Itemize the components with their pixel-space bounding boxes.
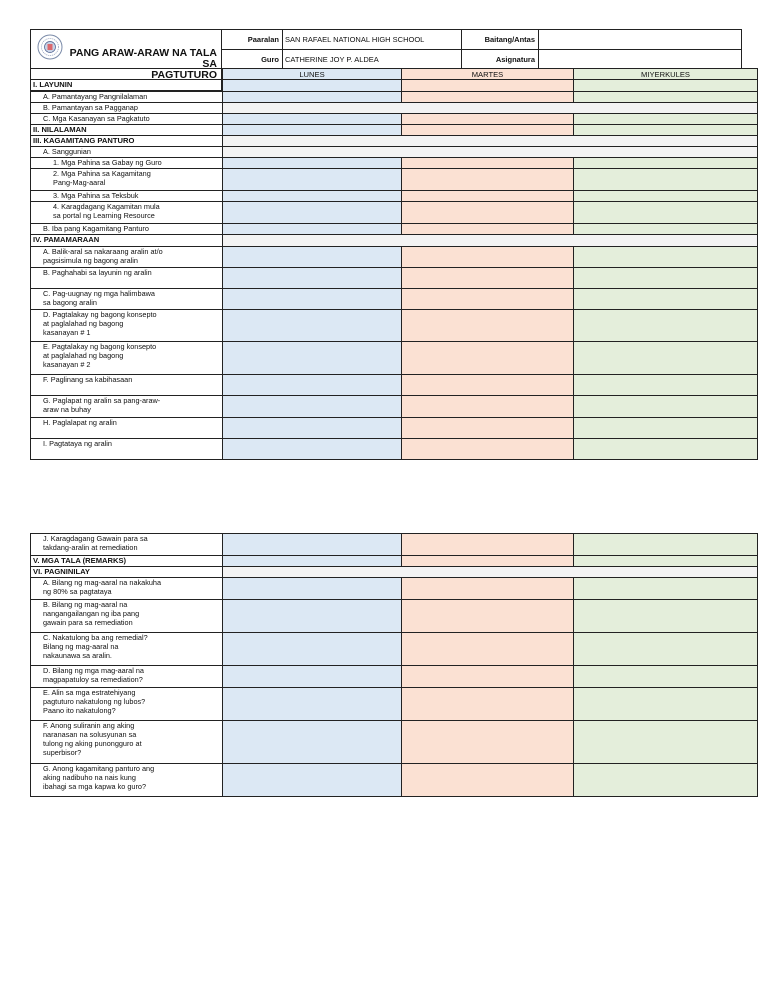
row-label: B. Bilang ng mag-aaral na nangangailangan ng iba pang gawain para sa remediation: [31, 600, 223, 633]
entry-cell-miyerkules[interactable]: [574, 224, 758, 235]
table-row: [31, 567, 758, 578]
row-label: D. Bilang ng mga mag-aaral na magpapatuloy sa remediation?: [31, 666, 223, 688]
entry-cell-miyerkules[interactable]: [574, 80, 758, 92]
entry-cell-miyerkules[interactable]: [574, 721, 758, 764]
entry-cell-martes[interactable]: [402, 224, 574, 235]
deped-seal-icon: [37, 34, 63, 60]
day-header-lunes: LUNES: [223, 69, 402, 80]
entry-cell-lunes[interactable]: [223, 169, 402, 191]
entry-cell-martes[interactable]: [402, 556, 574, 567]
entry-cell-lunes[interactable]: [223, 224, 402, 235]
entry-cell-miyerkules[interactable]: [574, 764, 758, 797]
column-header-blank: [31, 69, 223, 80]
merged-entry-cell[interactable]: [223, 567, 758, 578]
baitang-label: Baitang/Antas: [462, 30, 539, 50]
entry-cell-lunes[interactable]: [223, 114, 402, 125]
entry-cell-martes[interactable]: [402, 600, 574, 633]
entry-cell-martes[interactable]: [402, 169, 574, 191]
table-row: [31, 310, 758, 342]
table-row: [31, 202, 758, 224]
entry-cell-miyerkules[interactable]: [574, 342, 758, 375]
table-row: [31, 534, 758, 556]
entry-cell-lunes[interactable]: [223, 439, 402, 460]
entry-cell-lunes[interactable]: [223, 578, 402, 600]
table-row: [31, 688, 758, 721]
row-label: C. Mga Kasanayan sa Pagkatuto: [31, 114, 223, 125]
entry-cell-lunes[interactable]: [223, 202, 402, 224]
table-row: [31, 375, 758, 396]
table-row: [31, 439, 758, 460]
row-label: II. NILALAMAN: [31, 125, 223, 136]
entry-cell-martes[interactable]: [402, 247, 574, 268]
entry-cell-lunes[interactable]: [223, 158, 402, 169]
entry-cell-lunes[interactable]: [223, 556, 402, 567]
entry-cell-lunes[interactable]: [223, 80, 402, 92]
row-label: E. Pagtalakay ng bagong konsepto at paglalahad ng bagong kasanayan # 2: [31, 342, 223, 375]
table-row: [31, 247, 758, 268]
entry-cell-miyerkules[interactable]: [574, 202, 758, 224]
table-row: [31, 721, 758, 764]
merged-entry-cell[interactable]: [223, 147, 758, 158]
table-row: [31, 764, 758, 797]
row-label: A. Balik-aral sa nakaraang aralin at/o pagsisimula ng bagong aralin: [31, 247, 223, 268]
entry-cell-lunes[interactable]: [223, 600, 402, 633]
entry-cell-miyerkules[interactable]: [574, 418, 758, 439]
lesson-plan-table: [30, 68, 758, 460]
entry-cell-miyerkules[interactable]: [574, 688, 758, 721]
guro-field[interactable]: CATHERINE JOY P. ALDEA: [283, 50, 462, 69]
table-row: [31, 147, 758, 158]
table-row: [31, 103, 758, 114]
day-header-martes: MARTES: [402, 69, 574, 80]
entry-cell-lunes[interactable]: [223, 666, 402, 688]
row-label: B. Paghahabi sa layunin ng aralin: [31, 268, 223, 289]
entry-cell-martes[interactable]: [402, 125, 574, 136]
reflection-table: [30, 533, 758, 797]
entry-cell-miyerkules[interactable]: [574, 375, 758, 396]
table-row: [31, 169, 758, 191]
entry-cell-lunes[interactable]: [223, 247, 402, 268]
entry-cell-lunes[interactable]: [223, 125, 402, 136]
page-title: PANG ARAW-ARAW NA TALA SA PAGTUTURO: [69, 47, 217, 81]
entry-cell-lunes[interactable]: [223, 375, 402, 396]
entry-cell-miyerkules[interactable]: [574, 289, 758, 310]
entry-cell-lunes[interactable]: [223, 342, 402, 375]
merged-entry-cell[interactable]: [223, 235, 758, 247]
entry-cell-lunes[interactable]: [223, 268, 402, 289]
row-label: C. Nakatulong ba ang remedial? Bilang ng mag-aaral na nakaunawa sa aralin.: [31, 633, 223, 666]
entry-cell-miyerkules[interactable]: [574, 92, 758, 103]
column-header-row: [31, 69, 758, 80]
table-row: [31, 80, 758, 92]
entry-cell-martes[interactable]: [402, 375, 574, 396]
row-label: VI. PAGNINILAY: [31, 567, 223, 578]
entry-cell-martes[interactable]: [402, 289, 574, 310]
entry-cell-miyerkules[interactable]: [574, 600, 758, 633]
row-label: E. Alin sa mga estratehiyang pagtuturo nakatulong ng lubos? Paano ito nakatulong?: [31, 688, 223, 721]
table-row: [31, 224, 758, 235]
entry-cell-lunes[interactable]: [223, 191, 402, 202]
entry-cell-miyerkules[interactable]: [574, 247, 758, 268]
baitang-field[interactable]: [539, 30, 742, 50]
entry-cell-martes[interactable]: [402, 721, 574, 764]
entry-cell-martes[interactable]: [402, 191, 574, 202]
row-label: B. Pamantayan sa Pagganap: [31, 103, 223, 114]
table-row: [31, 235, 758, 247]
table-row: [31, 114, 758, 125]
row-label: 1. Mga Pahina sa Gabay ng Guro: [31, 158, 223, 169]
paaralan-field[interactable]: SAN RAFAEL NATIONAL HIGH SCHOOL: [283, 30, 462, 50]
table-row: [31, 289, 758, 310]
entry-cell-miyerkules[interactable]: [574, 556, 758, 567]
table-row: [31, 418, 758, 439]
row-label: J. Karagdagang Gawain para sa takdang-aralin at remediation: [31, 534, 223, 556]
row-label: F. Paglinang sa kabihasaan: [31, 375, 223, 396]
entry-cell-lunes[interactable]: [223, 396, 402, 418]
table-row: [31, 578, 758, 600]
entry-cell-martes[interactable]: [402, 158, 574, 169]
entry-cell-martes[interactable]: [402, 578, 574, 600]
entry-cell-miyerkules[interactable]: [574, 666, 758, 688]
row-label: A. Pamantayang Pangnilalaman: [31, 92, 223, 103]
table-row: [31, 666, 758, 688]
table-row: [31, 191, 758, 202]
row-label: 3. Mga Pahina sa Teksbuk: [31, 191, 223, 202]
entry-cell-miyerkules[interactable]: [574, 114, 758, 125]
entry-cell-lunes[interactable]: [223, 721, 402, 764]
table-row: [31, 125, 758, 136]
entry-cell-lunes[interactable]: [223, 418, 402, 439]
entry-cell-martes[interactable]: [402, 688, 574, 721]
table-row: [31, 342, 758, 375]
row-label: C. Pag-uugnay ng mga halimbawa sa bagong aralin: [31, 289, 223, 310]
entry-cell-miyerkules[interactable]: [574, 439, 758, 460]
entry-cell-miyerkules[interactable]: [574, 268, 758, 289]
entry-cell-martes[interactable]: [402, 418, 574, 439]
table-row: [31, 158, 758, 169]
row-label: I. Pagtataya ng aralin: [31, 439, 223, 460]
entry-cell-martes[interactable]: [402, 633, 574, 666]
paaralan-label: Paaralan: [222, 30, 283, 50]
row-label: A. Bilang ng mag-aaral na nakakuha ng 80% sa pagtataya: [31, 578, 223, 600]
entry-cell-miyerkules[interactable]: [574, 125, 758, 136]
entry-cell-miyerkules[interactable]: [574, 191, 758, 202]
merged-entry-cell[interactable]: [223, 103, 758, 114]
guro-label: Guro: [222, 50, 283, 69]
row-label: IV. PAMAMARAAN: [31, 235, 223, 247]
row-label: D. Pagtalakay ng bagong konsepto at paglalahad ng bagong kasanayan # 1: [31, 310, 223, 342]
entry-cell-martes[interactable]: [402, 310, 574, 342]
merged-entry-cell[interactable]: [223, 136, 758, 147]
entry-cell-martes[interactable]: [402, 439, 574, 460]
entry-cell-martes[interactable]: [402, 92, 574, 103]
row-label: G. Anong kagamitang panturo ang aking nadibuho na nais kung ibahagi sa mga kapwa ko guro?: [31, 764, 223, 797]
entry-cell-martes[interactable]: [402, 114, 574, 125]
table-row: [31, 268, 758, 289]
entry-cell-miyerkules[interactable]: [574, 633, 758, 666]
entry-cell-miyerkules[interactable]: [574, 310, 758, 342]
asignatura-label: Asignatura: [462, 50, 539, 69]
row-label: V. MGA TALA (REMARKS): [31, 556, 223, 567]
entry-cell-martes[interactable]: [402, 764, 574, 797]
entry-cell-lunes[interactable]: [223, 310, 402, 342]
row-label: G. Paglapat ng aralin sa pang-araw- araw na buhay: [31, 396, 223, 418]
row-label: F. Anong suliranin ang aking naranasan na solusyunan sa tulong ng aking punongguro at superbisor?: [31, 721, 223, 764]
entry-cell-martes[interactable]: [402, 534, 574, 556]
row-label: B. Iba pang Kagamitang Panturo: [31, 224, 223, 235]
row-label: A. Sanggunian: [31, 147, 223, 158]
entry-cell-miyerkules[interactable]: [574, 396, 758, 418]
row-label: 4. Karagdagang Kagamitan mula sa portal ng Learning Resource: [31, 202, 223, 224]
entry-cell-martes[interactable]: [402, 80, 574, 92]
table-row: [31, 136, 758, 147]
entry-cell-lunes[interactable]: [223, 688, 402, 721]
table-row: [31, 633, 758, 666]
row-label: I. LAYUNIN: [31, 80, 223, 92]
table-row: [31, 600, 758, 633]
row-label: H. Paglalapat ng aralin: [31, 418, 223, 439]
table-row: [31, 92, 758, 103]
entry-cell-lunes[interactable]: [223, 633, 402, 666]
entry-cell-martes[interactable]: [402, 342, 574, 375]
entry-cell-miyerkules[interactable]: [574, 169, 758, 191]
day-header-miyerkules: MIYERKULES: [574, 69, 758, 80]
entry-cell-miyerkules[interactable]: [574, 158, 758, 169]
table-row: [31, 556, 758, 567]
entry-cell-miyerkules[interactable]: [574, 534, 758, 556]
row-label: 2. Mga Pahina sa Kagamitang Pang-Mag-aaral: [31, 169, 223, 191]
asignatura-field[interactable]: [539, 50, 742, 69]
table-row: [31, 396, 758, 418]
entry-cell-martes[interactable]: [402, 268, 574, 289]
entry-cell-lunes[interactable]: [223, 92, 402, 103]
entry-cell-martes[interactable]: [402, 666, 574, 688]
entry-cell-lunes[interactable]: [223, 534, 402, 556]
entry-cell-martes[interactable]: [402, 202, 574, 224]
entry-cell-miyerkules[interactable]: [574, 578, 758, 600]
row-label: III. KAGAMITANG PANTURO: [31, 136, 223, 147]
entry-cell-martes[interactable]: [402, 396, 574, 418]
entry-cell-lunes[interactable]: [223, 289, 402, 310]
entry-cell-lunes[interactable]: [223, 764, 402, 797]
